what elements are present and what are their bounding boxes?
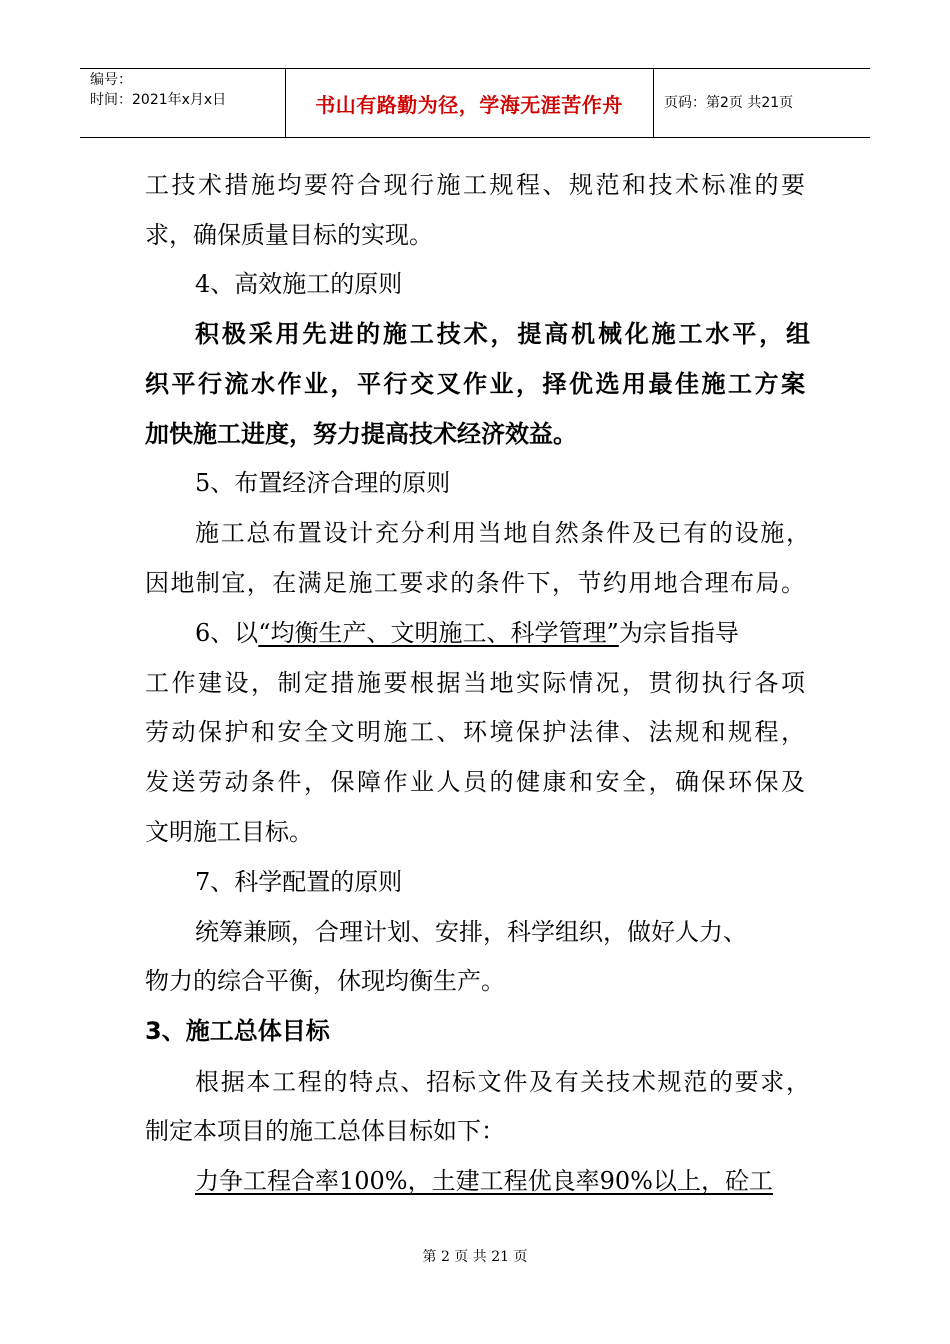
body-line: 文明施工目标。 — [145, 818, 313, 846]
body-line: 施工总布置设计充分利用当地自然条件及已有的设施， — [195, 519, 810, 547]
page-header — [80, 68, 870, 138]
body-line — [195, 617, 865, 649]
body-line: 因地制宜，在满足施工要求的条件下，节约用地合理布局。 — [145, 569, 805, 597]
body-line-bold: 积极采用先进的施工技术，提高机械化施工水平，组 — [195, 320, 810, 348]
body-line-bold: 加快施工进度，努力提高技术经济效益。 — [145, 420, 577, 448]
body-line: 制定本项目的施工总体目标如下： — [145, 1117, 505, 1145]
section-title: 3、施工总体目标 — [145, 1017, 330, 1045]
underlined-body-line: 力争工程合率100%，土建工程优良率90%以上，砼工 — [195, 1167, 773, 1195]
header-slogan: 书山有路勤为径，学海无涯苦作舟 — [315, 92, 623, 117]
section-heading: 4、高效施工的原则 — [195, 270, 403, 298]
body-text: 为宗旨指导 — [618, 619, 739, 647]
body-line: 劳动保护和安全文明施工、环境保护法律、法规和规程， — [145, 718, 805, 746]
body-line: 发送劳动条件，保障作业人员的健康和安全，确保环保及 — [145, 768, 805, 796]
body-line-bold: 织平行流水作业，平行交叉作业，择优选用最佳施工方案 — [145, 370, 805, 398]
underlined-quote: “均衡生产、文明施工、科学管理” — [258, 619, 619, 647]
section-heading: 7、科学配置的原则 — [195, 868, 403, 896]
body-text: 6、以 — [195, 619, 259, 647]
body-line: 根据本工程的特点、招标文件及有关技术规范的要求， — [195, 1068, 810, 1096]
body-line: 工作建设，制定措施要根据当地实际情况，贯彻执行各项 — [145, 669, 805, 697]
section-heading: 5、布置经济合理的原则 — [195, 469, 451, 497]
header-page-code: 页码：第2页 共21页 — [664, 95, 794, 111]
document-time-label: 时间：2021年x月x日 — [90, 92, 227, 108]
body-line: 工技术措施均要符合现行施工规程、规范和技术标准的要 — [145, 171, 805, 199]
page-footer: 第 2 页 共 21 页 — [422, 1249, 528, 1265]
document-number-label: 编号： — [90, 72, 132, 88]
body-line: 统筹兼顾，合理计划、安排，科学组织，做好人力、 — [195, 918, 747, 946]
header-divider — [653, 69, 654, 137]
body-line: 求，确保质量目标的实现。 — [145, 221, 433, 249]
body-line: 物力的综合平衡，休现均衡生产。 — [145, 967, 505, 995]
